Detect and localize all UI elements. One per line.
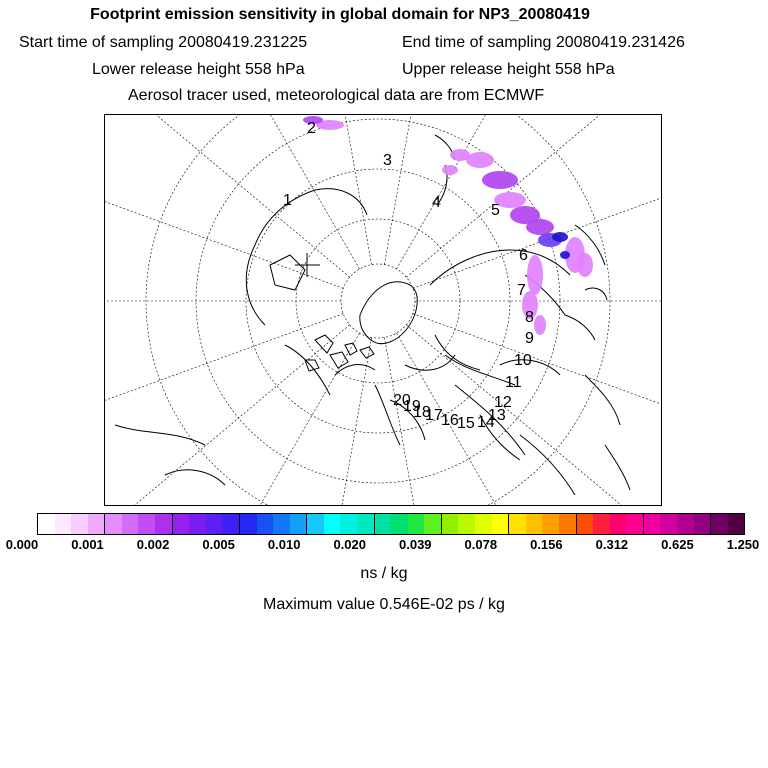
- colorbar-segment: [391, 514, 408, 534]
- lower-release-label: Lower release height 558 hPa: [92, 61, 305, 78]
- trajectory-label: 15: [457, 415, 475, 432]
- colorbar-segment: [240, 514, 257, 534]
- trajectory-label: 10: [514, 352, 532, 369]
- colorbar-tick-label: 0.312: [595, 537, 629, 552]
- colorbar-tick-label: 0.001: [71, 537, 104, 552]
- colorbar-segment: [38, 514, 55, 534]
- colorbar-segment: [222, 514, 240, 534]
- colorbar-segment: [728, 514, 745, 534]
- colorbar-segment: [155, 514, 173, 534]
- colorbar-segment: [526, 514, 543, 534]
- trajectory-label: 8: [525, 309, 534, 326]
- colorbar-segment: [694, 514, 712, 534]
- colorbar-tick-label: 0.625: [661, 537, 694, 552]
- coast-north-america: [246, 189, 375, 395]
- colorbar-segment: [257, 514, 274, 534]
- colorbar-tick-label: 0.078: [464, 537, 498, 552]
- colorbar-segment: [340, 514, 357, 534]
- trajectory-label: 14: [477, 414, 495, 431]
- plume-cell: [577, 253, 593, 277]
- meridian-line: [397, 115, 663, 269]
- colorbar-tick-label: 1.250: [726, 537, 760, 552]
- graticule: [105, 115, 662, 506]
- colorbar-segment: [677, 514, 694, 534]
- trajectory-label: 17: [425, 407, 443, 424]
- colorbar-tick-label: 0.156: [530, 537, 563, 552]
- trajectory-label: 12: [494, 394, 512, 411]
- trajectory-label: 19: [403, 398, 421, 415]
- meridian-line: [105, 333, 360, 506]
- colorbar-tick-label: 0.000: [5, 537, 39, 552]
- coast-greenland: [360, 282, 417, 344]
- colorbar-tick-label: 0.020: [333, 537, 366, 552]
- colorbar-segment: [55, 514, 72, 534]
- colorbar-segment: [375, 514, 392, 534]
- trajectory-label: 1: [283, 192, 292, 209]
- colorbar-tick-label: 0.010: [267, 537, 301, 552]
- trajectory-label: 5: [491, 202, 500, 219]
- meridian-line: [384, 115, 499, 265]
- colorbar-segment: [206, 514, 223, 534]
- colorbar-segment: [644, 514, 661, 534]
- colorbar-segment: [509, 514, 526, 534]
- colorbar-segment: [189, 514, 206, 534]
- plume-cell: [526, 219, 554, 235]
- trajectory-label: 9: [525, 330, 534, 347]
- colorbar-segment: [138, 514, 155, 534]
- colorbar-tick-label: 0.039: [398, 537, 432, 552]
- trajectory-label: 3: [383, 152, 392, 169]
- coast-south: [115, 375, 630, 490]
- colorbar: [37, 513, 745, 535]
- colorbar-segment: [408, 514, 425, 534]
- trajectory-label: 2: [307, 120, 316, 137]
- colorbar-segment: [593, 514, 610, 534]
- colorbar-segment: [711, 514, 728, 534]
- max-value-label: Maximum value 0.546E-02 ps / kg: [263, 596, 505, 613]
- polar-map: [105, 115, 662, 506]
- colorbar-segment: [542, 514, 559, 534]
- colorbar-segment: [122, 514, 139, 534]
- tracer-label: Aerosol tracer used, meteorological data are from ECMWF: [128, 87, 545, 104]
- colorbar-segment: [173, 514, 190, 534]
- colorbar-segment: [660, 514, 677, 534]
- plume-cell: [527, 255, 543, 295]
- meridian-line: [105, 325, 350, 506]
- colorbar-segment: [559, 514, 577, 534]
- trajectory-label: 18: [413, 404, 431, 421]
- colorbar-segment: [88, 514, 106, 534]
- trajectory-labels: [283, 120, 534, 432]
- meridian-line: [105, 115, 350, 277]
- plume-cell: [442, 165, 458, 175]
- upper-release-label: Upper release height 558 hPa: [402, 61, 615, 78]
- meridian-line: [256, 115, 371, 265]
- trajectory-label: 13: [488, 407, 506, 424]
- plume-cell: [534, 315, 546, 335]
- colorbar-segment: [290, 514, 308, 534]
- end-time-label: End time of sampling 20080419.231426: [402, 34, 685, 51]
- units-label: ns / kg: [360, 565, 408, 582]
- map-panel: [104, 114, 662, 506]
- trajectory-label: 7: [517, 282, 526, 299]
- trajectory-label: 16: [441, 412, 459, 429]
- colorbar-segment: [71, 514, 88, 534]
- start-time-label: Start time of sampling 20080419.231225: [19, 34, 308, 51]
- latitude-circle: [146, 115, 610, 506]
- coastlines: [115, 135, 630, 495]
- colorbar-segment: [458, 514, 475, 534]
- colorbar-segment: [442, 514, 459, 534]
- colorbar-tick-label: 0.002: [136, 537, 170, 552]
- colorbar-segment: [475, 514, 492, 534]
- colorbar-segment: [273, 514, 290, 534]
- trajectory-label: 11: [505, 374, 522, 391]
- latitude-circle: [341, 264, 415, 338]
- colorbar-segment: [577, 514, 594, 534]
- plume-cell: [552, 232, 568, 242]
- colorbar-segment: [324, 514, 341, 534]
- colorbar-segment: [105, 514, 122, 534]
- colorbar-segment: [307, 514, 324, 534]
- colorbar-segment: [492, 514, 510, 534]
- trajectory-label: 6: [519, 247, 528, 264]
- plume-cell: [560, 251, 570, 259]
- plot-title: Footprint emission sensitivity in global domain for NP3_20080419: [90, 6, 590, 23]
- colorbar-segment: [626, 514, 644, 534]
- plume-cell: [466, 152, 494, 168]
- colorbar-segment: [424, 514, 442, 534]
- trajectory-label: 20: [393, 392, 411, 409]
- colorbar-segment: [357, 514, 375, 534]
- colorbar-tick-label: 0.005: [202, 537, 235, 552]
- meridian-line: [256, 337, 371, 506]
- trajectory-label: 4: [432, 194, 441, 211]
- colorbar-segment: [610, 514, 627, 534]
- plume-cell: [482, 171, 518, 189]
